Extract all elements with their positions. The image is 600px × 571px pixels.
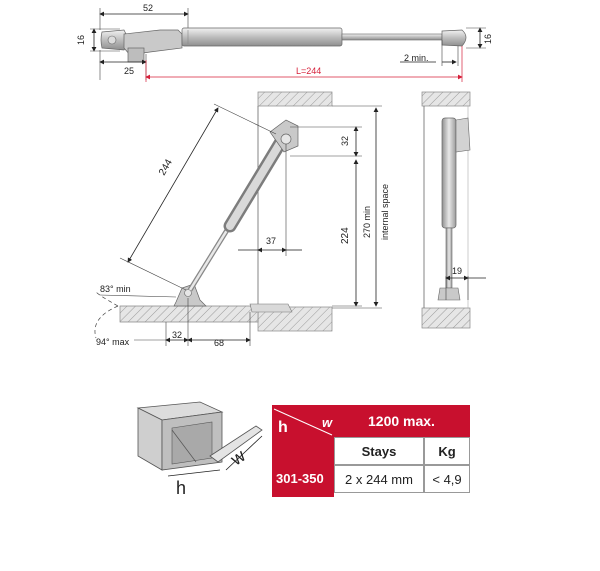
internal-space-label: internal space [380, 183, 390, 240]
cabinet-box-icon [138, 402, 262, 498]
spec-width-max: 1200 max. [368, 413, 435, 429]
angle-min-label: 83° min [100, 284, 131, 294]
spec-col-stays: Stays [334, 437, 424, 465]
spec-col-kg: Kg [424, 437, 470, 465]
dim-16-left-label: 16 [76, 34, 86, 45]
side-view [95, 92, 390, 348]
dim-37-label: 37 [266, 236, 277, 246]
spec-stays-value: 2 x 244 mm [334, 465, 424, 493]
dim-length-label: L=244 [296, 66, 322, 76]
dim-244-label: 244 [157, 157, 175, 178]
dim-32-bottom-label: 32 [172, 330, 183, 340]
top-view [76, 3, 493, 82]
dim-224-label: 224 [340, 227, 351, 244]
end-view [422, 92, 486, 328]
dim-68-label: 68 [214, 338, 225, 348]
spec-row-label: 301-350 [276, 471, 324, 486]
gas-cylinder [182, 28, 342, 46]
spec-kg-value: < 4,9 [424, 465, 470, 493]
right-end-fitting [442, 30, 466, 46]
dim-19-label: 19 [452, 266, 463, 276]
dim-25-label: 25 [124, 66, 135, 76]
dim-16-right-label: 16 [483, 33, 493, 44]
spec-h-label: h [278, 419, 288, 436]
box-h-label: h [176, 478, 187, 498]
box-w-label: w [226, 445, 249, 470]
angle-max-label: 94° max [96, 337, 130, 347]
dim-52-label: 52 [143, 3, 154, 13]
spec-table [272, 405, 470, 497]
spec-w-label: w [322, 415, 333, 430]
piston-rod [342, 34, 442, 40]
dim-270-label: 270 min [362, 205, 372, 238]
spec-rowlabel-band [272, 437, 334, 497]
dim-32-top-label: 32 [340, 135, 350, 146]
dim-2min-label: 2 min. [404, 53, 429, 63]
